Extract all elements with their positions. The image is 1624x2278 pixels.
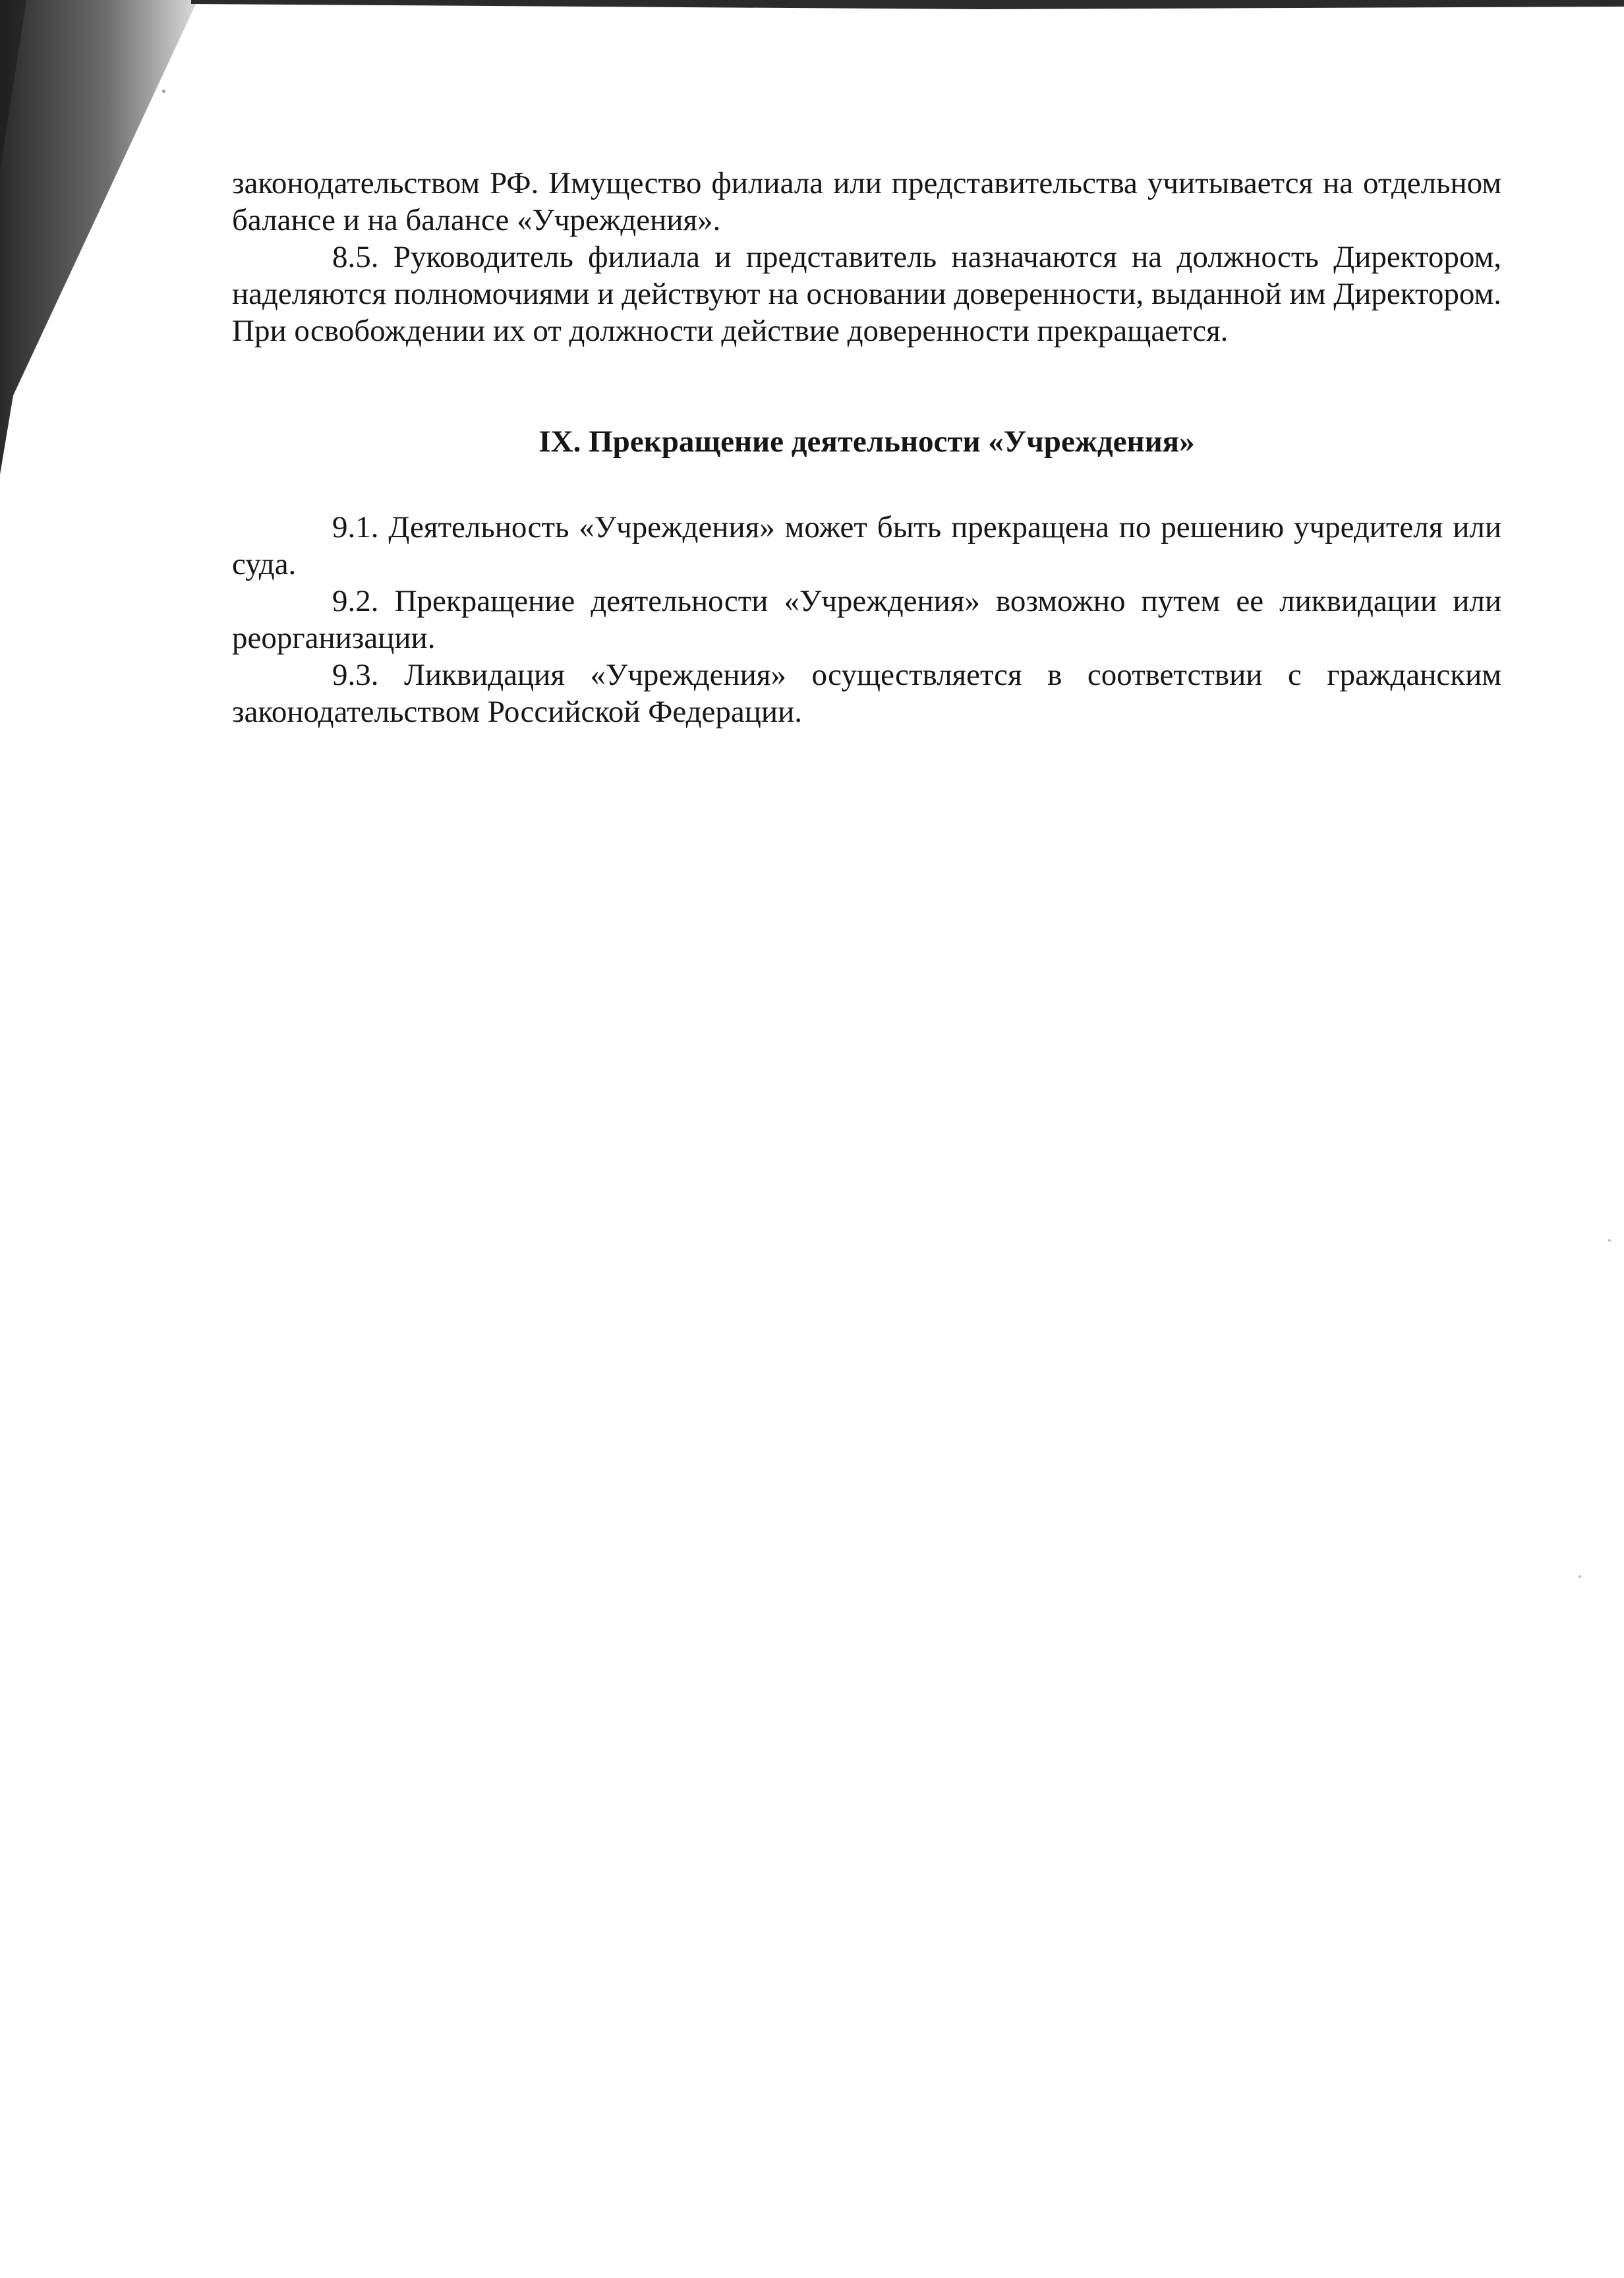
scan-shadow-corner [0,0,218,475]
scan-speck [162,90,165,93]
scan-speck [1608,1239,1611,1242]
paragraph-9-3: 9.3. Ликвидация «Учреждения» осуществляется в соответствии с гражданским законодательством Российской Федерации. [232,658,1501,729]
continuation-paragraph: законодательством РФ. Имущество филиала или представительства учитывается на отдельном балансе и на балансе «Учреждения». [232,166,1501,237]
paragraph-9-2: 9.2. Прекращение деятельности «Учреждения» возможно путем ее ликвидации или реорганизации. [232,584,1501,655]
paragraph-8-5: 8.5. Руководитель филиала и представитель назначаются на должность Директором, наделяются полномочиями и действуют на основании доверенности, выданной им Директором. При освобождении их от должности действие доверенности прекращается. [232,240,1501,348]
scan-speck [1579,1575,1581,1578]
section-heading: IX. Прекращение деятельности «Учреждения» [538,424,1195,459]
paragraph-9-1: 9.1. Деятельность «Учреждения» может быть прекращена по решению учредителя или суда. [232,510,1501,581]
scan-shadow-top [191,0,1624,12]
